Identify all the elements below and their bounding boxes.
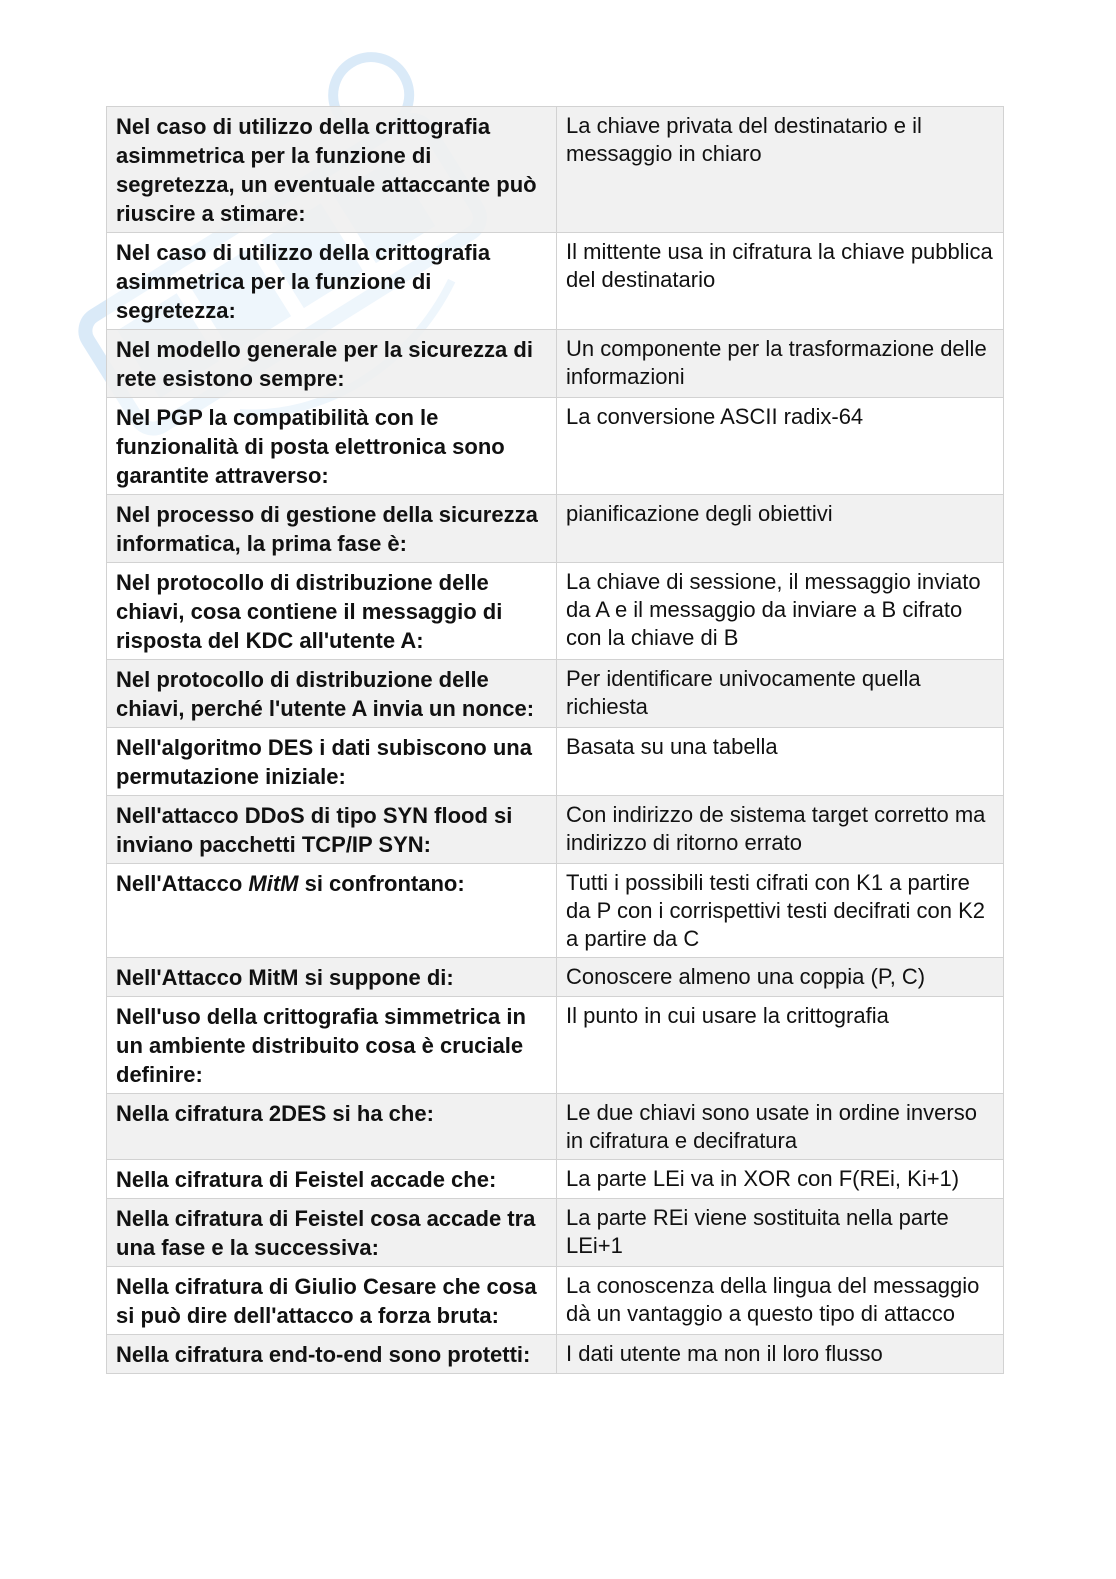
table-row [107, 107, 1004, 233]
question-cell [107, 495, 557, 563]
table-row [107, 728, 1004, 796]
table-row [107, 330, 1004, 398]
question-cell [107, 107, 557, 233]
question-cell [107, 958, 557, 997]
question-text: Nell'attacco DDoS di tipo SYN flood si inviano pacchetti TCP/IP SYN: [116, 803, 513, 857]
question-cell [107, 796, 557, 864]
table-row [107, 660, 1004, 728]
question-text: Nella cifratura di Feistel cosa accade tra una fase e la successiva: [116, 1206, 536, 1260]
question-text: Nell'Attacco [116, 871, 249, 896]
question-cell [107, 660, 557, 728]
question-text: Nel processo di gestione della sicurezza informatica, la prima fase è: [116, 502, 538, 556]
answer-cell [557, 563, 1004, 660]
answer-text: Un componente per la trasformazione delle informazioni [566, 336, 987, 389]
question-text: Nella cifratura end-to-end sono protetti: [116, 1342, 531, 1367]
table-row [107, 398, 1004, 495]
question-cell [107, 233, 557, 330]
question-text: Nel protocollo di distribuzione delle chiavi, cosa contiene il messaggio di risposta del KDC all'utente A: [116, 570, 503, 653]
qa-table [106, 106, 1004, 1374]
answer-cell [557, 997, 1004, 1094]
question-text: Nel caso di utilizzo della crittografia asimmetrica per la funzione di segretezza: [116, 240, 491, 323]
answer-text: Con indirizzo de sistema target corretto ma indirizzo di ritorno errato [566, 802, 986, 855]
answer-text: I dati utente ma non il loro flusso [566, 1341, 883, 1366]
answer-text: Conoscere almeno una coppia (P, C) [566, 964, 926, 989]
answer-cell [557, 660, 1004, 728]
question-cell [107, 997, 557, 1094]
answer-text: Basata su una tabella [566, 734, 778, 759]
answer-text: Tutti i possibili testi cifrati con K1 a partire da P con i corrispettivi testi decifrati con K2 a partire da C [566, 870, 986, 951]
question-cell [107, 1199, 557, 1267]
answer-cell [557, 1199, 1004, 1267]
table-row [107, 958, 1004, 997]
answer-cell [557, 796, 1004, 864]
question-text: si confrontano: [298, 871, 465, 896]
answer-cell [557, 728, 1004, 796]
table-row [107, 1094, 1004, 1160]
answer-cell [557, 495, 1004, 563]
answer-cell [557, 233, 1004, 330]
question-text: Nel PGP la compatibilità con le funzionalità di posta elettronica sono garantite attraverso: [116, 405, 505, 488]
question-text: Nell'Attacco MitM si suppone di: [116, 965, 454, 990]
answer-cell [557, 1160, 1004, 1199]
question-text-italic: MitM [248, 871, 299, 896]
table-row [107, 864, 1004, 958]
answer-text: La chiave privata del destinatario e il messaggio in chiaro [566, 113, 922, 166]
question-text: Nella cifratura 2DES si ha che: [116, 1101, 434, 1126]
answer-cell [557, 107, 1004, 233]
answer-cell [557, 864, 1004, 958]
question-text: Nell'algoritmo DES i dati subiscono una permutazione iniziale: [116, 735, 532, 789]
table-row [107, 495, 1004, 563]
question-text: Nell'uso della crittografia simmetrica in un ambiente distribuito cosa è cruciale definire: [116, 1004, 526, 1087]
answer-text: La parte REi viene sostituita nella parte LEi+1 [566, 1205, 949, 1258]
question-text: Nel modello generale per la sicurezza di rete esistono sempre: [116, 337, 533, 391]
question-text: Nel protocollo di distribuzione delle chiavi, perché l'utente A invia un nonce: [116, 667, 535, 721]
question-cell [107, 1160, 557, 1199]
answer-cell [557, 1267, 1004, 1335]
answer-text: Il punto in cui usare la crittografia [566, 1003, 889, 1028]
question-text: Nella cifratura di Giulio Cesare che cosa si può dire dell'attacco a forza bruta: [116, 1274, 537, 1328]
question-cell [107, 1267, 557, 1335]
question-cell [107, 563, 557, 660]
question-cell [107, 728, 557, 796]
table-row [107, 1335, 1004, 1374]
answer-text: pianificazione degli obiettivi [566, 501, 833, 526]
question-cell [107, 1335, 557, 1374]
question-cell [107, 398, 557, 495]
table-row [107, 796, 1004, 864]
answer-cell [557, 1094, 1004, 1160]
table-row [107, 1199, 1004, 1267]
answer-cell [557, 330, 1004, 398]
answer-cell [557, 958, 1004, 997]
question-cell [107, 1094, 557, 1160]
question-text: Nel caso di utilizzo della crittografia asimmetrica per la funzione di segretezza, un eventuale attaccante può riuscire a stimare: [116, 114, 537, 226]
answer-cell [557, 1335, 1004, 1374]
table-row [107, 1160, 1004, 1199]
table-row [107, 1267, 1004, 1335]
answer-text: La conversione ASCII radix-64 [566, 404, 864, 429]
question-cell [107, 330, 557, 398]
table-row [107, 233, 1004, 330]
answer-text: Il mittente usa in cifratura la chiave pubblica del destinatario [566, 239, 993, 292]
answer-text: La chiave di sessione, il messaggio inviato da A e il messaggio da inviare a B cifrato con la chiave di B [566, 569, 981, 650]
answer-cell [557, 398, 1004, 495]
answer-text: Per identificare univocamente quella richiesta [566, 666, 921, 719]
answer-text: La conoscenza della lingua del messaggio dà un vantaggio a questo tipo di attacco [566, 1273, 980, 1326]
question-cell [107, 864, 557, 958]
answer-text: Le due chiavi sono usate in ordine inverso in cifratura e decifratura [566, 1100, 977, 1153]
table-row [107, 563, 1004, 660]
answer-text: La parte LEi va in XOR con F(REi, Ki+1) [566, 1166, 960, 1191]
question-text: Nella cifratura di Feistel accade che: [116, 1167, 497, 1192]
qa-table-body [107, 107, 1004, 1374]
table-row [107, 997, 1004, 1094]
